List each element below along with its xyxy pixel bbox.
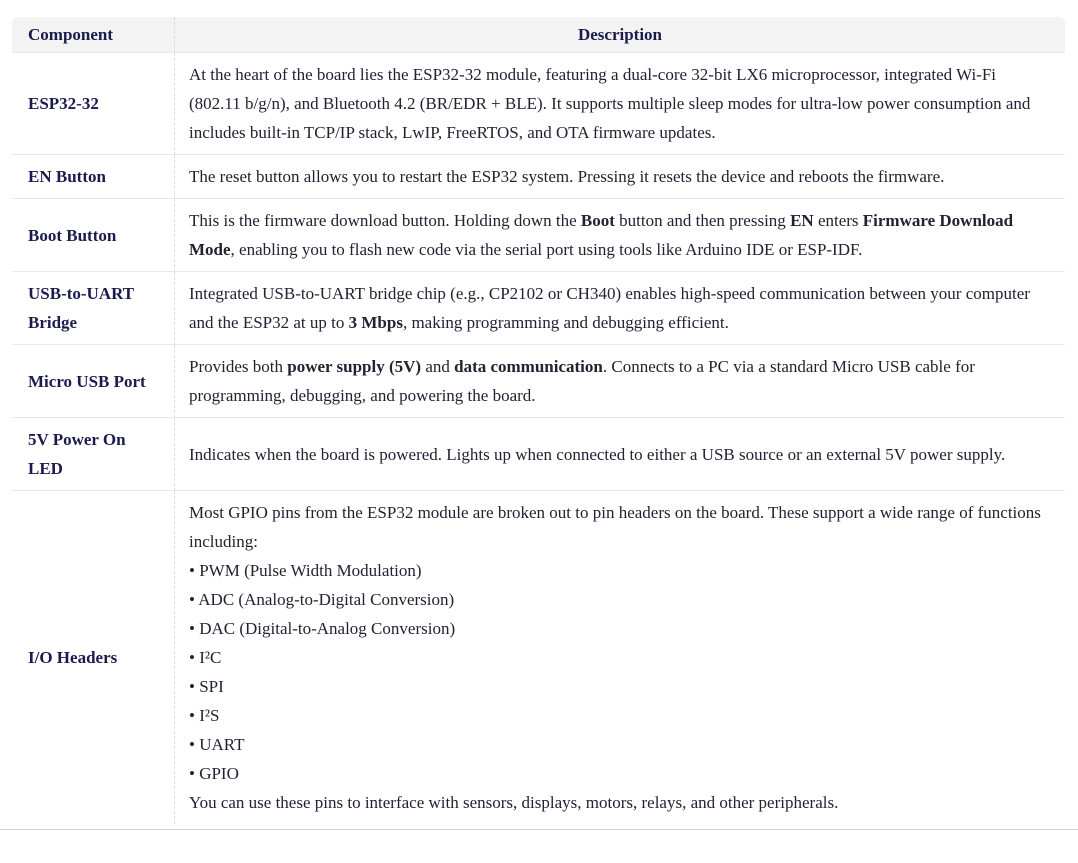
component-cell: I/O Headers bbox=[12, 491, 175, 824]
description-line: • PWM (Pulse Width Modulation) bbox=[189, 561, 422, 580]
document-page bbox=[0, 17, 1078, 863]
table-row bbox=[12, 155, 1065, 199]
bottom-divider bbox=[0, 829, 1078, 830]
description-cell bbox=[175, 199, 1065, 272]
description-cell bbox=[175, 155, 1065, 199]
component-cell: Boot Button bbox=[12, 199, 175, 272]
description-line: This is the firmware download button. Holding down the Boot button and then pressing EN enters Firmware Download Mode, enabling you to flash new code via the serial port using tools like Arduino IDE or ESP-IDF. bbox=[189, 211, 1014, 259]
description-line: The reset button allows you to restart the ESP32 system. Pressing it resets the device and reboots the firmware. bbox=[189, 167, 945, 186]
description-cell bbox=[175, 345, 1065, 418]
component-cell: USB-to-UART Bridge bbox=[12, 272, 175, 345]
description-line: • UART bbox=[189, 735, 245, 754]
description-cell bbox=[175, 491, 1065, 824]
description-cell bbox=[175, 418, 1065, 491]
component-cell: EN Button bbox=[12, 155, 175, 199]
table-row bbox=[12, 491, 1065, 824]
table-row bbox=[12, 53, 1065, 155]
component-cell: ESP32-32 bbox=[12, 53, 175, 155]
description-line: • DAC (Digital-to-Analog Conversion) bbox=[189, 619, 456, 638]
table-body bbox=[12, 53, 1065, 824]
description-line: Most GPIO pins from the ESP32 module are broken out to pin headers on the board. These support a wide range of functions including: bbox=[189, 503, 1041, 551]
description-cell bbox=[175, 53, 1065, 155]
table-row bbox=[12, 345, 1065, 418]
table-header-row bbox=[12, 17, 1065, 53]
component-cell: Micro USB Port bbox=[12, 345, 175, 418]
component-table bbox=[12, 17, 1065, 824]
table-row bbox=[12, 199, 1065, 272]
component-cell: 5V Power On LED bbox=[12, 418, 175, 491]
description-line: • ADC (Analog-to-Digital Conversion) bbox=[189, 590, 455, 609]
table-row bbox=[12, 272, 1065, 345]
table-row bbox=[12, 418, 1065, 491]
column-header-component: Component bbox=[12, 17, 175, 53]
description-line: • I²C bbox=[189, 648, 222, 667]
description-line: • I²S bbox=[189, 706, 220, 725]
description-line: Integrated USB-to-UART bridge chip (e.g., CP2102 or CH340) enables high-speed communication between your computer and the ESP32 at up to 3 Mbps, making programming and debugging efficient. bbox=[189, 284, 1030, 332]
description-cell bbox=[175, 272, 1065, 345]
column-header-description: Description bbox=[175, 17, 1065, 53]
table-header bbox=[12, 17, 1065, 53]
description-line: You can use these pins to interface with sensors, displays, motors, relays, and other peripherals. bbox=[189, 793, 839, 812]
description-line: Provides both power supply (5V) and data communication. Connects to a PC via a standard Micro USB cable for programming, debugging, and powering the board. bbox=[189, 357, 975, 405]
description-line: Indicates when the board is powered. Lights up when connected to either a USB source or an external 5V power supply. bbox=[189, 444, 1006, 464]
description-line: • SPI bbox=[189, 677, 224, 696]
description-line: At the heart of the board lies the ESP32-32 module, featuring a dual-core 32-bit LX6 microprocessor, integrated Wi-Fi (802.11 b/g/n), and Bluetooth 4.2 (BR/EDR + BLE). It supports multiple sleep modes for ultra-low power consumption and includes built-in TCP/IP stack, LwIP, FreeRTOS, and OTA firmware updates. bbox=[189, 65, 1031, 142]
description-line: • GPIO bbox=[189, 764, 239, 783]
